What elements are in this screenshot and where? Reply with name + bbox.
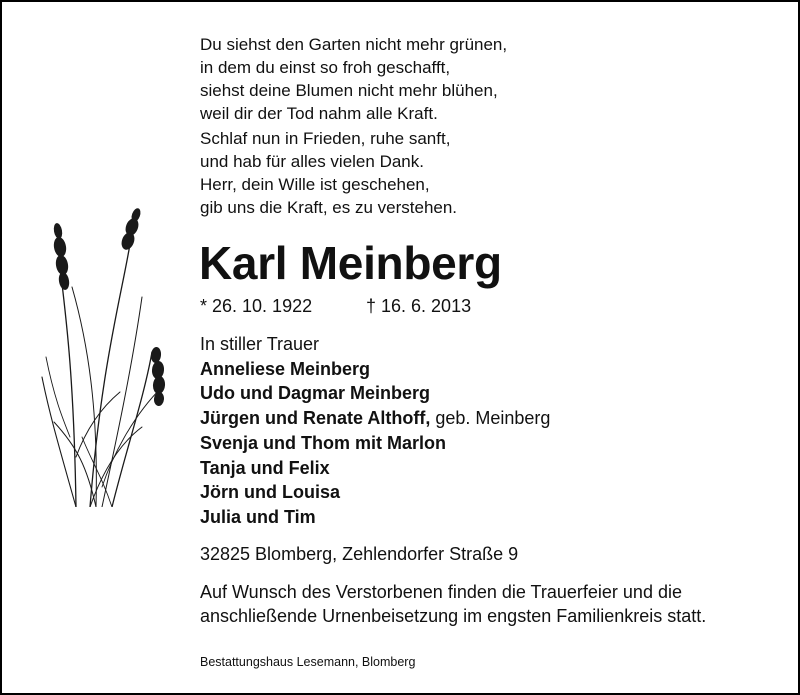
mourner-name: Udo und Dagmar Meinberg	[200, 383, 431, 404]
birth-name-note: geb. Meinberg	[430, 408, 551, 429]
poem-line: und hab für alles vielen Dank.	[200, 152, 424, 171]
poem-line: weil dir der Tod nahm alle Kraft.	[200, 104, 438, 123]
mourning-intro: In stiller Trauer	[200, 334, 320, 354]
funeral-notice	[200, 580, 706, 628]
poem-line: Du siehst den Garten nicht mehr grünen,	[200, 35, 508, 54]
mourner-name: Tanja und Felix	[200, 457, 330, 478]
funeral-home: Bestattungshaus Lesemann, Blomberg	[200, 655, 416, 669]
mourner-name: Julia und Tim	[200, 506, 316, 527]
family-address: 32825 Blomberg, Zehlendorfer Straße 9	[200, 544, 519, 564]
notice-line: anschließende Urnenbeisetzung im engsten Familienkreis statt.	[200, 606, 707, 626]
mourners-list	[200, 332, 550, 530]
mourner-name: Anneliese Meinberg	[200, 358, 371, 379]
death-date: † 16. 6. 2013	[366, 296, 472, 316]
notice-line: Auf Wunsch des Verstorbenen finden die Trauerfeier und die	[200, 582, 682, 602]
poem-line: Herr, dein Wille ist geschehen,	[200, 175, 430, 194]
mourner-name: Svenja und Thom mit Marlon	[200, 432, 447, 453]
poem-line: in dem du einst so froh geschafft,	[200, 58, 451, 77]
poem-stanza-2	[200, 127, 457, 219]
wheat-ears-icon	[32, 207, 182, 507]
mourner-name: Jürgen und Renate Althoff,	[200, 408, 431, 429]
deceased-name: Karl Meinberg	[199, 237, 502, 289]
mourner-row	[200, 406, 550, 431]
poem-line: siehst deine Blumen nicht mehr blühen,	[200, 81, 498, 100]
poem-line: Schlaf nun in Frieden, ruhe sanft,	[200, 129, 451, 148]
birth-date: * 26. 10. 1922	[200, 296, 313, 316]
poem-stanza-1	[200, 33, 507, 125]
poem-line: gib uns die Kraft, es zu verstehen.	[200, 198, 458, 217]
mourner-name: Jörn und Louisa	[200, 482, 341, 503]
